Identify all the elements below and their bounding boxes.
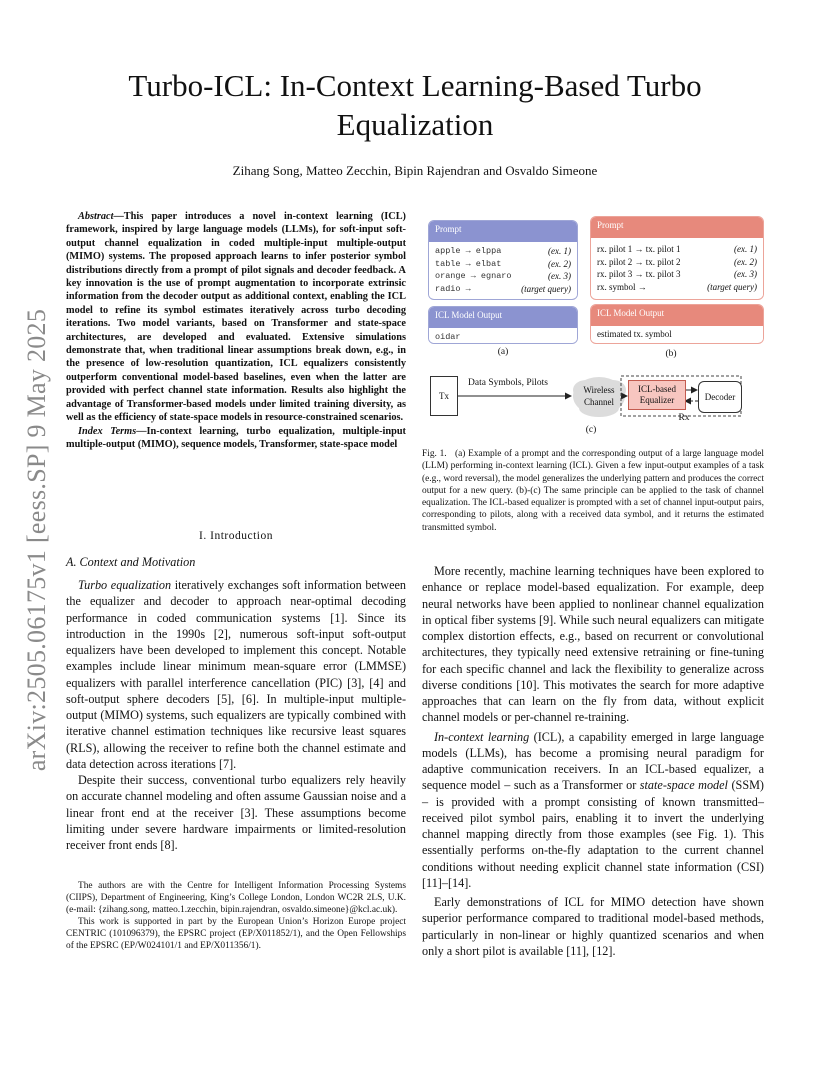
figure-caption-text: (a) Example of a prompt and the corresponding output of a large language model (LLM) performing in-context learning (ICL). Given a few input-output examples of a task (e.g., word reversal), the model generalizes the underlying pattern and produces the correct output for a new query. (b)-(c) The same principle can be applied to the task of channel equalization. The ICL-based equalizer is prompted with a set of channel input-output pairs, corresponding to pilots, along with a received data symbol, and it returns the estimated transmitted symbol. <box>422 449 765 533</box>
abstract-block: Abstract—This paper introduces a novel in-context learning (ICL) framework, inspired by large language models (LLMs), for soft-input soft-output channel equalization in coded multiple-input multiple-output (MIMO) systems. The proposed approach learns to infer posterior symbol distributions directly from a prompt of pilot signals and decoder feedback. A key innovation is the use of prompt augmentation to incorporate extrinsic information from the decoder output as additional context, enabling the ICL model to refine its symbol estimates iteratively across turbo decoding iterations. Two model variants, based on Transformer and state-space architectures, are developed and evaluated. Extensive simulations demonstrate that, when traditional linear assumptions break down, e.g., in the presence of low-resolution quantization, ICL equalizers consistently outperform conventional model-based baselines, even when the latter are provided with perfect channel state information. Results also highlight the advantage of Transformer-based models under limited training diversity, as well as the efficiency of state-space models in resource-constrained scenarios. Index Terms—In-context learning, turbo equalization, multiple-input multiple-output (MIMO), sequence models, Transformer, state-space model <box>66 211 406 450</box>
panel-b-row <box>597 256 757 269</box>
panel-a-output-title: ICL Model Output <box>429 307 577 328</box>
author-list: Zihang Song, Matteo Zecchin, Bipin Rajendran and Osvaldo Simeone <box>232 163 598 178</box>
right-column-text <box>422 563 764 959</box>
arxiv-identifier: arXiv:2505.06175v1 [eess.SP] 9 May 2025 <box>22 308 51 772</box>
panel-a-row-text: radio → <box>435 283 471 294</box>
panel-a-label: (a) <box>497 347 509 357</box>
panel-b-row-text: rx. pilot 1 → tx. pilot 1 <box>597 244 681 254</box>
panel-b-row-text: rx. pilot 3 → tx. pilot 3 <box>597 269 681 280</box>
panel-b-row-tag: (ex. 2) <box>734 256 757 267</box>
panel-b-row-text: rx. symbol → <box>597 281 647 292</box>
figure-label: Fig. 1. <box>422 449 447 459</box>
wireless-channel-label: Wireless Channel <box>583 385 615 407</box>
panel-a-prompt-box <box>428 220 578 300</box>
intro-paragraph-1 <box>66 577 406 772</box>
panel-b-row-tag: (target query) <box>707 281 757 292</box>
section-heading: I. Introduction <box>199 530 273 542</box>
panel-a-row <box>435 258 571 271</box>
panel-a-row-text: orange → egnaro <box>435 271 512 282</box>
panel-b-output-value: estimated tx. symbol <box>597 329 672 339</box>
panel-a-output-box <box>428 306 578 344</box>
abstract-text: This paper introduces a novel in-context learning (ICL) framework, inspired by large language models (LLMs), for soft-input soft-output channel equalization in coded multiple-input multiple-output (MIMO) systems. The proposed approach learns to infer posterior symbol distributions directly from a prompt of pilot signals and decoder feedback. A key innovation is the use of prompt augmentation to incorporate extrinsic information from the decoder output as additional context, enabling the ICL model to refine its symbol estimates iteratively across turbo decoding iterations. Two model variants, based on Transformer and state-space architectures, are developed and evaluated. Extensive simulations demonstrate that, when traditional linear assumptions break down, e.g., in the presence of low-resolution quantization, ICL equalizers consistently outperform conventional model-based baselines, even when the latter are provided with perfect channel state information. Results also highlight the advantage of Transformer-based models under limited training diversity, as well as the efficiency of state-space models in resource-constrained scenarios. <box>66 211 406 424</box>
panel-b-output-title: ICL Model Output <box>591 305 763 326</box>
panel-b-output-box <box>590 304 764 344</box>
panel-a-prompt-title: Prompt <box>429 221 577 242</box>
turbo-equalization-term: Turbo equalization <box>78 578 172 592</box>
intro-paragraph-1-body: iteratively exchanges soft information between the equalizer and decoder to approach near-optimal decoding performance in coded communication systems [1]. Since its introduction in the 1990s [2], numerous soft-input soft-output equalizers have been developed to implement this concept. Notable examples include linear minimum mean-square error (LMMSE) equalizers with parallel interference cancellation (PIC) [3], [4] and soft-output sphere decoders [5], [6]. In multiple-input multiple-output (MIMO) systems, such equalizers are typically combined with iterative channel estimation techniques like recursive least squares (RLS), allowing the receiver to refine both the channel estimate and data detection across iterations [7]. <box>66 578 406 771</box>
icl-paragraph-part2: (SSM) – is provided with a prompt consisting of known transmitted–received pilot symbol pairs, enabling it to invert the underlying channel mapping directly from those examples (see Fig. 1). This essentially performs on-the-fly adaptation to the current channel conditions without needing explicit channel state information (CSI) [11]–[14]. <box>422 778 764 890</box>
panel-a-row-tag: (ex. 1) <box>548 246 571 256</box>
panel-a-row-text: apple → elppa <box>435 246 502 256</box>
panel-a-row-tag: (target query) <box>521 283 571 294</box>
panel-a-row-tag: (ex. 2) <box>548 258 571 269</box>
panel-c-label: (c) <box>585 425 597 435</box>
panel-a-output-value: oidar <box>435 332 461 342</box>
index-terms-label: Index Terms <box>78 425 137 437</box>
ssm-term: state-space model <box>639 778 728 793</box>
panel-b-prompt-box <box>590 216 764 300</box>
figure-caption <box>422 448 764 534</box>
icl-equalizer-block: ICL-based Equalizer <box>628 380 686 410</box>
panel-a-row <box>435 283 571 296</box>
icl-paragraph <box>422 729 764 892</box>
panel-b-row-tag: (ex. 1) <box>734 244 757 254</box>
icl-paragraph-part1: (ICL), a capability emerged in large language models (LLMs), has become a promising neural paradigm for adaptive communication receivers. In an ICL-based equalizer, a sequence model – such as a Transformer or <box>422 729 764 793</box>
decoder-block: Decoder <box>698 381 742 413</box>
panel-b-label: (b) <box>665 349 677 359</box>
paper-title: Turbo-ICL: In-Context Learning-Based Turbo Equalization <box>128 68 702 142</box>
panel-b-row-text: rx. pilot 2 → tx. pilot 2 <box>597 256 681 267</box>
panel-b-row <box>597 268 757 281</box>
rx-label: Rx <box>678 413 690 423</box>
panel-b-prompt-title: Prompt <box>591 217 763 238</box>
data-symbols-label: Data Symbols, Pilots <box>468 378 548 388</box>
footnotes <box>66 880 406 952</box>
footnote-funding: This work is supported in part by the European Union’s Horizon Europe project CENTRIC (101096379), the EPSRC project (EP/X011852/1), and the Open Fellowships of the EPSRC (EP/W024101/1 and EP/X011356/1). <box>66 917 406 951</box>
tx-block: Tx <box>430 376 458 416</box>
abstract-label: Abstract <box>78 211 114 222</box>
icl-term: In-context learning <box>434 729 530 744</box>
subsection-heading: A. Context and Motivation <box>66 555 196 569</box>
early-demonstrations-paragraph: Early demonstrations of ICL for MIMO detection have shown superior performance compared to traditional model-based methods, particularly in non-linear or highly quantized scenarios and when only a short pilot is available [11], [12]. <box>422 895 764 958</box>
panel-a-row <box>435 245 571 258</box>
ml-paragraph: More recently, machine learning techniques have been explored to enhance or replace model-based equalization. For example, deep neural networks have been applied to nonlinear channel equalization in optical fiber systems [9]. While such neural equalizers can mitigate complex distortion effects, e.g., based on recurrent or convolutional architectures, they typically need extensive retraining or fine-tuning for each specific channel and lack the flexibility to generalize across diverse conditions [10]. This motivates the search for more adaptive approaches that can learn on the fly from data, without explicit channel models or per-channel re-training. <box>422 564 764 725</box>
panel-b-row <box>597 243 757 256</box>
panel-a-row-text: table → elbat <box>435 258 502 269</box>
panel-a-row-tag: (ex. 3) <box>548 271 571 282</box>
index-terms-text: In-context learning, turbo equalization, multiple-input multiple-output (MIMO), sequence models, Transformer, state-space model <box>66 425 406 450</box>
panel-a-row <box>435 270 571 283</box>
intro-paragraph-2: Despite their success, conventional turbo equalizers rely heavily on accurate channel modeling and often assume Gaussian noise and a linear front end at the receiver [3]. These assumptions become limiting under severe hardware impairments or limited-resolution receiver front ends [8]. <box>66 773 406 852</box>
panel-b-row <box>597 281 757 294</box>
panel-b-row-tag: (ex. 3) <box>734 269 757 280</box>
footnote-affiliation: The authors are with the Centre for Intelligent Information Processing Systems (CIIPS), Department of Engineering, King’s College London, London WC2R 2LS, U.K. (e-mail: {zihang.song, matteo.1.zecchin, bipin.rajendran, osvaldo.simeone}@kcl.ac.uk). <box>66 881 406 915</box>
intro-text <box>66 577 406 853</box>
